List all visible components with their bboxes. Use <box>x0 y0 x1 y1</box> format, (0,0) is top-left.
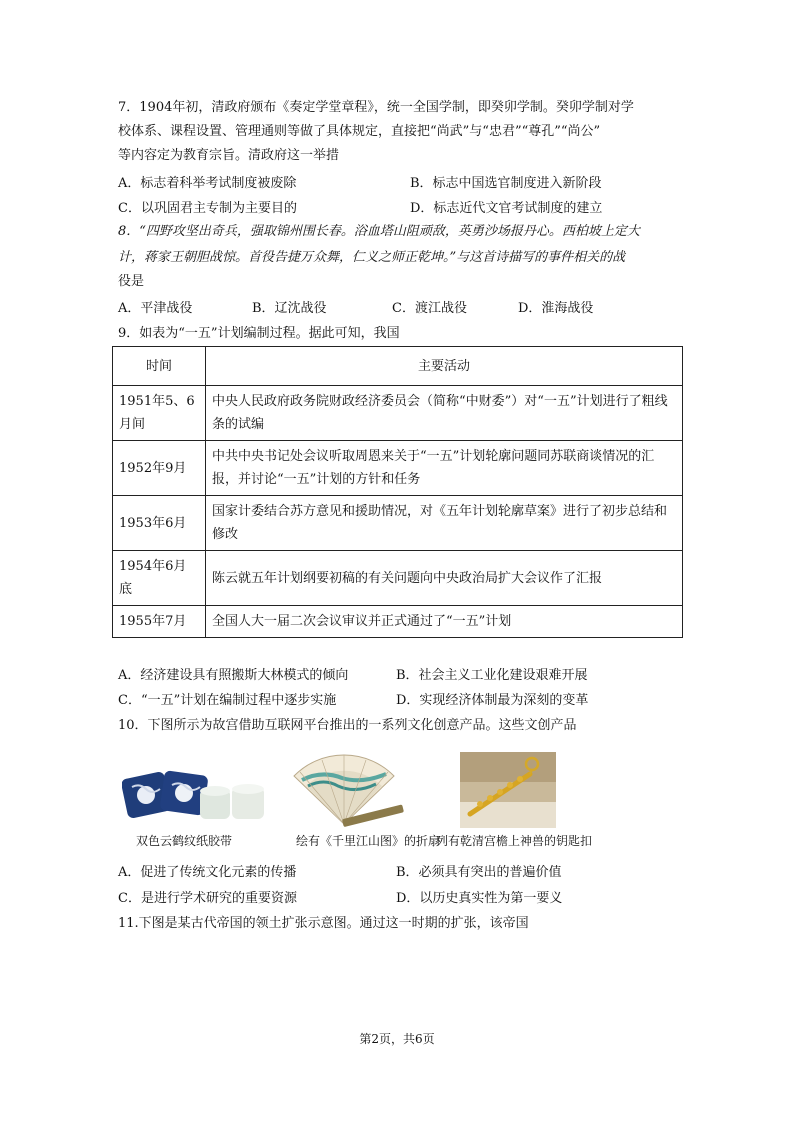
table-row <box>113 551 683 606</box>
table-cell-time: 1954年6月底 <box>113 551 206 606</box>
table-cell-activity: 国家计委结合苏方意见和援助情况，对《五年计划轮廓草案》进行了初步总结和修改 <box>206 496 683 551</box>
table-cell-activity: 中央人民政府政务院财政经济委员会（简称“中财委”）对“一五”计划进行了粗线条的试编 <box>206 386 683 441</box>
tape-caption: 双色云鹤纹纸胶带 <box>136 834 233 848</box>
q8-option-d: D．淮海战役 <box>518 301 594 316</box>
table-cell-time: 1952年9月 <box>113 441 206 496</box>
q10-option-a: A．促进了传统文化元素的传播 <box>118 865 297 880</box>
q7-option-b: B．标志中国选官制度进入新阶段 <box>410 176 602 191</box>
q9-option-d: D．实现经济体制最为深刻的变革 <box>396 693 589 708</box>
q7-option-c: C．以巩固君主专制为主要目的 <box>118 201 297 216</box>
q8-stem-line2: 计，蒋家王朝胆战惊。首役告捷万众舞，仁义之师正乾坤。”与这首诗描写的事件相关的战 <box>118 250 626 265</box>
q8-stem-line3: 役是 <box>118 274 145 289</box>
table-cell-activity: 全国人大一届二次会议审议并正式通过了“一五”计划 <box>206 606 683 638</box>
q10-option-c: C．是进行学术研究的重要资源 <box>118 891 297 906</box>
q9-option-a: A．经济建设具有照搬斯大林模式的倾向 <box>118 668 349 683</box>
q8-option-b: B．辽沈战役 <box>252 301 327 316</box>
page-number: 第2页，共6页 <box>359 1032 435 1046</box>
keychain-caption: 列有乾清宫檐上神兽的钥匙扣 <box>436 834 593 848</box>
q7-stem-line1: 7．1904年初，清政府颁布《奏定学堂章程》，统一全国学制，即癸卯学制。癸卯学制对学 <box>118 100 634 115</box>
q7-stem-line3: 等内容定为教育宗旨。清政府这一举措 <box>118 148 340 163</box>
q7-stem-line2: 校体系、课程设置、管理通则等做了具体规定，直接把“尚武”与“忠君”“尊孔”“尚公” <box>118 124 601 139</box>
table-header-time: 时间 <box>113 347 206 386</box>
q8-option-a: A．平津战役 <box>118 301 193 316</box>
q10-option-d: D．以历史真实性为第一要义 <box>396 891 563 906</box>
q11-stem: 11.下图是某古代帝国的领土扩张示意图。通过这一时期的扩张，该帝国 <box>118 916 529 931</box>
table-row <box>113 441 683 496</box>
q10-stem: 10．下图所示为故宫借助互联网平台推出的一系列文化创意产品。这些文创产品 <box>118 718 577 733</box>
table-header-row <box>113 347 683 386</box>
table-cell-activity: 中共中央书记处会议听取周恩来关于“一五”计划轮廓问题同苏联商谈情况的汇报，并讨论“一五”计划的方针和任务 <box>206 441 683 496</box>
q9-option-c: C．“一五”计划在编制过程中逐步实施 <box>118 693 337 708</box>
keychain-product-image <box>460 752 556 828</box>
table-row <box>113 606 683 638</box>
q7-option-a: A．标志着科举考试制度被废除 <box>118 176 297 191</box>
table-cell-activity: 陈云就五年计划纲要初稿的有关问题向中央政治局扩大会议作了汇报 <box>206 551 683 606</box>
q10-option-b: B．必须具有突出的普遍价值 <box>396 865 562 880</box>
q7-option-d: D．标志近代文官考试制度的建立 <box>410 201 603 216</box>
fan-product-image <box>292 752 408 830</box>
table-header-activity: 主要活动 <box>206 347 683 386</box>
table-cell-time: 1955年7月 <box>113 606 206 638</box>
q8-stem-line1: 8．“四野攻坚出奇兵，强取锦州围长春。浴血塔山阻顽敌，英勇沙场报丹心。西柏坡上定大 <box>118 224 640 239</box>
table-cell-time: 1953年6月 <box>113 496 206 551</box>
fan-caption: 绘有《千里江山图》的折扇 <box>296 834 441 848</box>
table-row <box>113 496 683 551</box>
tape-product-image <box>122 765 270 827</box>
table-row <box>113 386 683 441</box>
q9-stem: 9．如表为“一五”计划编制过程。据此可知，我国 <box>118 326 400 341</box>
q9-table <box>112 346 683 638</box>
q8-option-c: C．渡江战役 <box>392 301 467 316</box>
table-cell-time: 1951年5、6月间 <box>113 386 206 441</box>
q9-option-b: B．社会主义工业化建设艰难开展 <box>396 668 588 683</box>
